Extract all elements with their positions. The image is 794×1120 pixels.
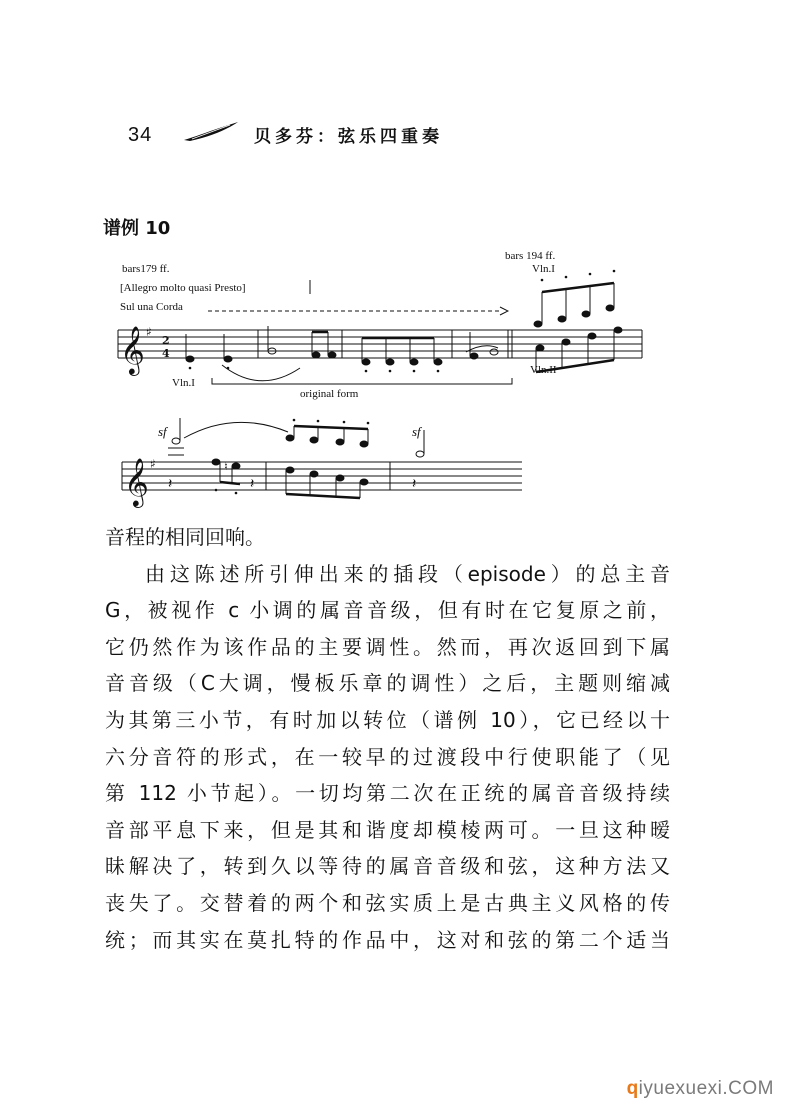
key-signature-2: ♯ bbox=[150, 457, 156, 471]
svg-text:𝄽: 𝄽 bbox=[168, 476, 173, 492]
treble-clef-icon: 𝄞 bbox=[120, 325, 145, 374]
vln2-label: Vln.II bbox=[530, 364, 557, 376]
treble-clef-icon-2: 𝄞 bbox=[124, 457, 149, 506]
body-line-3: G，被视作 c 小调的属音音级，但有时在它复原之前， bbox=[105, 598, 670, 623]
bars-179-label: bars179 ff. bbox=[122, 263, 170, 275]
watermark-logo-letter: q bbox=[626, 1078, 639, 1099]
body-line-10: 昧解决了，转到久以等待的属音音级和弦，这种方法又 bbox=[105, 854, 670, 879]
watermark-text: iyuexuexi.COM bbox=[638, 1078, 774, 1099]
technique-marking: Sul una Corda bbox=[120, 301, 183, 313]
body-line-6: 为其第三小节，有时加以转位（谱例 10），它已经以十 bbox=[105, 707, 670, 732]
staccato-dots bbox=[189, 270, 616, 373]
svg-text:♮: ♮ bbox=[224, 460, 228, 473]
music-example bbox=[0, 0, 794, 520]
body-line-8: 第 112 小节起）。一切均第二次在正统的属音音级持续 bbox=[105, 781, 670, 806]
time-signature: 2 bbox=[162, 334, 170, 347]
body-line-1: 音程的相同回响。 bbox=[105, 525, 265, 549]
body-line-12: 统；而其实在莫扎特的作品中，这对和弦的第二个适当 bbox=[105, 927, 670, 952]
body-line-5: 音音级（C大调，慢板乐章的调性）之后，主题则缩减 bbox=[105, 671, 670, 696]
body-text bbox=[105, 519, 670, 958]
body-line-4: 它仍然作为该作品的主要调性。然而，再次返回到下属 bbox=[105, 634, 670, 659]
dynamic-sf-2: sf bbox=[412, 424, 421, 439]
vln1-bottom-label: Vln.I bbox=[172, 377, 195, 389]
key-signature: ♯ bbox=[146, 325, 152, 339]
body-line-11: 丧失了。交替着的两个和弦实质上是古典主义风格的传 bbox=[105, 890, 670, 915]
site-watermark bbox=[627, 1078, 774, 1100]
running-title: 贝多芬：弦乐四重奏 bbox=[254, 127, 443, 147]
body-line-2: 由这陈述所引伸出来的插段（episode）的总主音 bbox=[145, 561, 670, 586]
svg-text:4: 4 bbox=[162, 347, 170, 360]
notes-system-2 bbox=[168, 418, 428, 498]
example-caption: 谱例 10 bbox=[103, 218, 171, 239]
body-line-7: 六分音符的形式，在一较早的过渡段中行使职能了（见 bbox=[105, 744, 670, 769]
body-line-9: 音部平息下来，但是其和谐度却模棱两可。一旦这种暧 bbox=[105, 817, 670, 842]
dynamic-sf-1: sf bbox=[158, 424, 167, 439]
staff-system-2 bbox=[122, 462, 522, 490]
original-form-label: original form bbox=[300, 388, 359, 400]
page-number: 34 bbox=[128, 124, 153, 146]
notes-system-1 bbox=[186, 283, 622, 381]
bars-194-label: bars 194 ff. bbox=[505, 250, 556, 262]
svg-text:𝄽: 𝄽 bbox=[250, 476, 255, 492]
svg-text:𝄽: 𝄽 bbox=[412, 476, 417, 492]
tempo-marking: [Allegro molto quasi Presto] bbox=[120, 282, 246, 294]
vln1-top-label: Vln.I bbox=[532, 263, 555, 275]
